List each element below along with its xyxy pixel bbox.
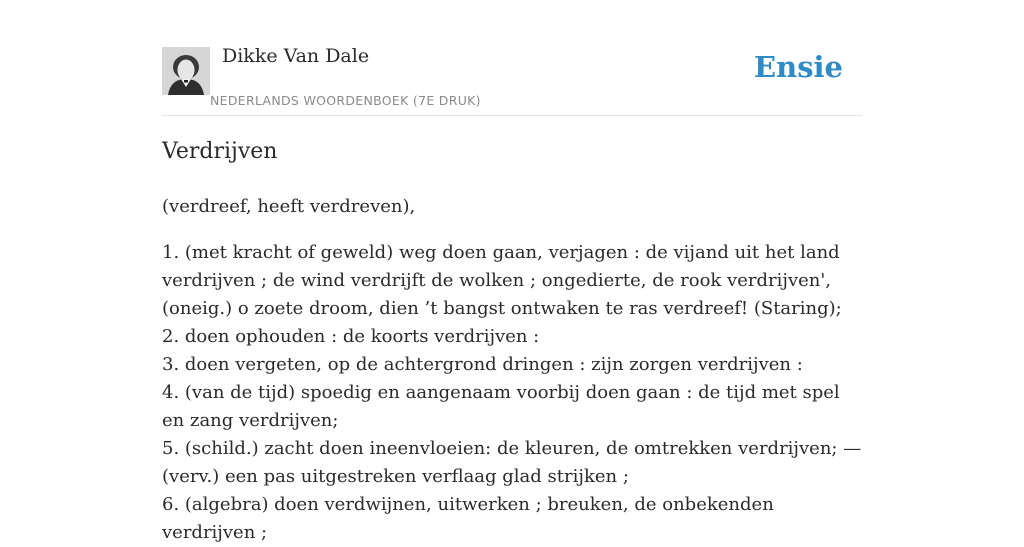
content-container <box>162 0 862 543</box>
definition-item: 2. doen ophouden : de koorts verdrijven : <box>162 326 540 347</box>
definition-item: 5. (schild.) zacht doen ineenvloeien: de kleuren, de omtrekken verdrijven; — (verv.) een pas uitgestreken verflaag glad strijken ; <box>162 438 862 487</box>
ensie-logo[interactable]: Ensie <box>754 50 843 84</box>
definitions-list <box>162 239 862 547</box>
definition-item: 3. doen vergeten, op de achtergrond dringen : zijn zorgen verdrijven : <box>162 354 803 375</box>
source-name[interactable]: NEDERLANDS WOORDENBOEK (7E DRUK) <box>210 93 481 108</box>
author-name[interactable]: Dikke Van Dale <box>222 45 370 67</box>
site-header <box>162 0 862 116</box>
definition-item: 6. (algebra) doen verdwijnen, uitwerken ; breuken, de onbekenden verdrijven ; <box>162 494 774 543</box>
author-avatar[interactable] <box>162 47 210 95</box>
author-portrait-icon <box>162 47 210 95</box>
definition-item: 4. (van de tijd) spoedig en aangenaam voorbij doen gaan : de tijd met spel en zang verdrijven; <box>162 382 840 431</box>
entry-grammar: (verdreef, heeft verdreven), <box>162 196 416 217</box>
entry-title: Verdrijven <box>162 139 278 164</box>
definition-item: 1. (met kracht of geweld) weg doen gaan, verjagen : de vijand uit het land verdrijven ; de wind verdrijft de wolken ; ongedierte, de rook verdrijven', (oneig.) o zoete droom, dien ’t bangst ontwaken te ras verdreef! (Staring); <box>162 242 842 319</box>
